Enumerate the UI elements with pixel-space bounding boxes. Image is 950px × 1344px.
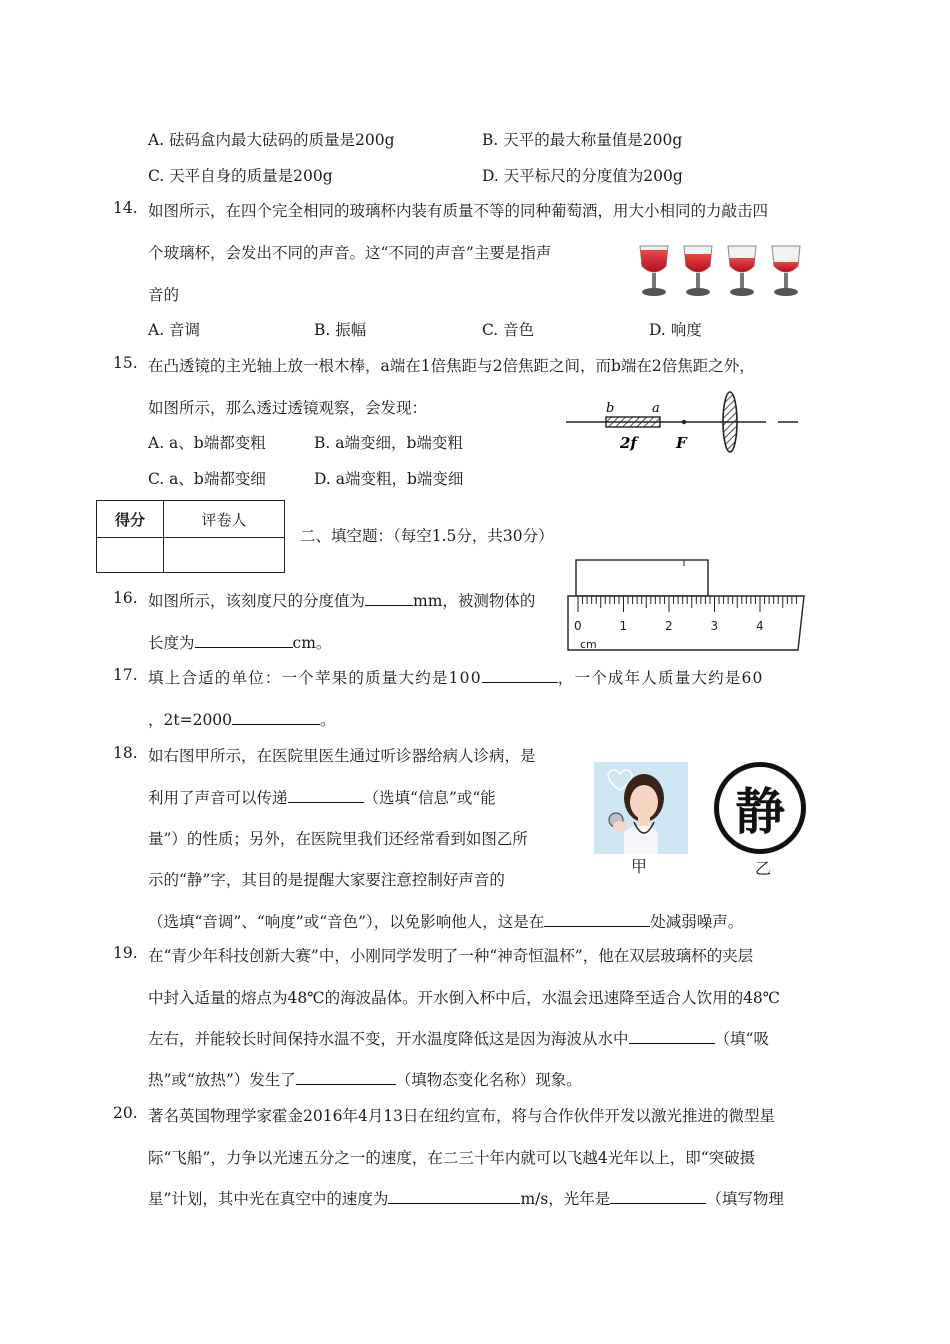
q18-blank-1[interactable] [288, 788, 364, 803]
q16-line-1 [148, 589, 535, 611]
q20-text-3b: m/s，光年是 [520, 1190, 611, 1208]
ruler-figure [566, 558, 806, 652]
q16-blank-2[interactable] [195, 633, 293, 648]
q20-blank-2[interactable] [610, 1189, 706, 1204]
q16-text-2a: 长度为 [148, 634, 195, 652]
q14-number: 14. [113, 199, 138, 217]
q15-option-c: C. a、b端都变细 [148, 470, 266, 488]
q18-line-4: 示的“静”字，其目的是提醒大家要注意控制好声音的 [148, 871, 505, 889]
q13-option-c: C. 天平自身的质量是200g [148, 167, 333, 185]
grader-cell [164, 538, 285, 573]
focal-point [682, 420, 686, 424]
q18-text-5a: （选填“音调”、“响度”或“音色”），以免影响他人，这是在 [148, 913, 545, 931]
wooden-stick [606, 417, 660, 427]
grader-header: 评卷人 [164, 501, 285, 538]
q13-option-d: D. 天平标尺的分度值为200g [482, 167, 683, 185]
doctor-figure [594, 762, 688, 854]
q14-line-2: 个玻璃杯，会发出不同的声音。这“不同的声音”主要是指声 [148, 244, 552, 262]
ruler [568, 596, 804, 650]
q20-blank-1[interactable] [388, 1189, 520, 1204]
q14-option-a: A. 音调 [148, 321, 201, 339]
score-header: 得分 [97, 501, 164, 538]
wine-glass-2 [684, 246, 712, 296]
q14-option-d: D. 响度 [649, 321, 702, 339]
q17-line-1 [148, 666, 764, 688]
q17-text-1b: ，一个成年人质量大约是60 [557, 669, 764, 687]
label-a: a [652, 401, 660, 416]
q19-text-3b: （填“吸 [714, 1030, 769, 1048]
q20-text-3a: 星”计划，其中光在真空中的速度为 [148, 1190, 389, 1208]
q15-option-d: D. a端变粗，b端变细 [314, 470, 464, 488]
q18-text-5b: 处减弱噪声。 [650, 913, 744, 931]
q16-line-2 [148, 631, 331, 653]
q14-line-3: 音的 [148, 286, 180, 304]
score-cell [97, 538, 164, 573]
wine-glasses-figure [636, 242, 806, 300]
q18-text-2a: 利用了声音可以传递 [148, 789, 288, 807]
convex-lens-figure [566, 384, 802, 460]
label-jia: 甲 [631, 857, 648, 876]
q19-text-3a: 左右，并能较长时间保持水温不变，开水温度降低这是因为海波从水中 [148, 1030, 629, 1048]
q19-blank-2[interactable] [296, 1070, 396, 1085]
q17-line-2 [148, 708, 336, 730]
q18-text-2b: （选填“信息”或“能 [363, 789, 496, 807]
label-yi: 乙 [755, 859, 772, 878]
ruler-tick-label: 0 [574, 619, 582, 633]
q18-line-2 [148, 786, 496, 808]
q19-line-4 [148, 1068, 582, 1090]
q19-text-4b: （填物态变化名称）现象。 [395, 1071, 582, 1089]
score-table [96, 500, 285, 573]
ruler-tick-label: 2 [665, 619, 673, 633]
quiet-sign: 静 [714, 762, 806, 854]
q15-option-a: A. a、b端都变粗 [148, 434, 266, 452]
q18-line-1: 如右图甲所示，在医院里医生通过听诊器给病人诊病，是 [148, 747, 536, 765]
q15-line-2: 如图所示，那么透过透镜观察，会发现： [148, 399, 428, 417]
q20-line-2: 际“飞船”，力争以光速五分之一的速度，在二三十年内就可以飞越4光年以上，即“突破摄 [148, 1149, 756, 1167]
q17-blank-1[interactable] [482, 668, 558, 683]
q17-text-2a: ，2t=2000 [148, 711, 233, 729]
q19-line-3 [148, 1027, 769, 1049]
lens [723, 392, 737, 452]
q16-blank-1[interactable] [365, 591, 413, 606]
label-2f: 2f [620, 434, 637, 452]
face [630, 785, 658, 819]
q14-option-c: C. 音色 [482, 321, 535, 339]
q16-text-1a: 如图所示，该刻度尺的分度值为 [148, 592, 366, 610]
wine-glass-1 [640, 246, 668, 296]
label-f: F [676, 434, 687, 452]
q13-option-b: B. 天平的最大称量值是200g [482, 131, 683, 149]
q17-text-1a: 填上合适的单位：一个苹果的质量大约是100 [148, 669, 482, 687]
measured-object [576, 560, 708, 596]
q15-line-1: 在凸透镜的主光轴上放一根木棒，a端在1倍焦距与2倍焦距之间，而b端在2倍焦距之外， [148, 357, 755, 375]
section-2-title: 二、填空题：（每空1.5分，共30分） [300, 527, 554, 545]
q15-number: 15. [113, 354, 138, 372]
q17-text-2b: 。 [320, 711, 336, 729]
label-b: b [606, 401, 615, 416]
q16-number: 16. [113, 589, 138, 607]
q16-text-2b: cm。 [292, 634, 332, 652]
q13-option-a: A. 砝码盒内最大砝码的质量是200g [148, 131, 395, 149]
q19-line-1: 在“青少年科技创新大赛”中，小刚同学发明了一种“神奇恒温杯”，他在双层玻璃杯的夹层 [148, 947, 754, 965]
q14-option-b: B. 振幅 [314, 321, 367, 339]
q19-text-4a: 热”或“放热”）发生了 [148, 1071, 296, 1089]
q18-line-5 [148, 910, 743, 932]
q20-line-1: 著名英国物理学家霍金2016年4月13日在纽约宣布，将与合作伙伴开发以激光推进的微型星 [148, 1107, 776, 1125]
q20-line-3 [148, 1187, 784, 1209]
q15-option-b: B. a端变细，b端变粗 [314, 434, 463, 452]
wine-glass-4 [772, 246, 800, 296]
ruler-tick-label: 1 [619, 619, 628, 633]
q16-text-1b: mm，被测物体的 [413, 592, 536, 610]
q20-number: 20. [113, 1104, 138, 1122]
wine-glass-3 [728, 246, 756, 296]
q17-blank-2[interactable] [232, 710, 320, 725]
q17-number: 17. [113, 666, 138, 684]
q20-text-3c: （填写物理 [706, 1190, 784, 1208]
ruler-tick-label: 3 [710, 619, 719, 633]
q18-line-3: 量”）的性质；另外，在医院里我们还经常看到如图乙所 [148, 830, 528, 848]
q19-number: 19. [113, 944, 138, 962]
q18-blank-2[interactable] [544, 912, 650, 927]
q14-line-1: 如图所示，在四个完全相同的玻璃杯内装有质量不等的同种葡萄酒，用大小相同的力敲击四 [148, 202, 769, 220]
q18-number: 18. [113, 744, 138, 762]
q19-blank-1[interactable] [629, 1029, 715, 1044]
ruler-tick-label: 4 [756, 619, 764, 633]
ruler-unit: cm [580, 638, 597, 651]
q19-line-2: 中封入适量的熔点为48℃的海波晶体。开水倒入杯中后，水温会迅速降至适合人饮用的48℃ [148, 989, 781, 1007]
